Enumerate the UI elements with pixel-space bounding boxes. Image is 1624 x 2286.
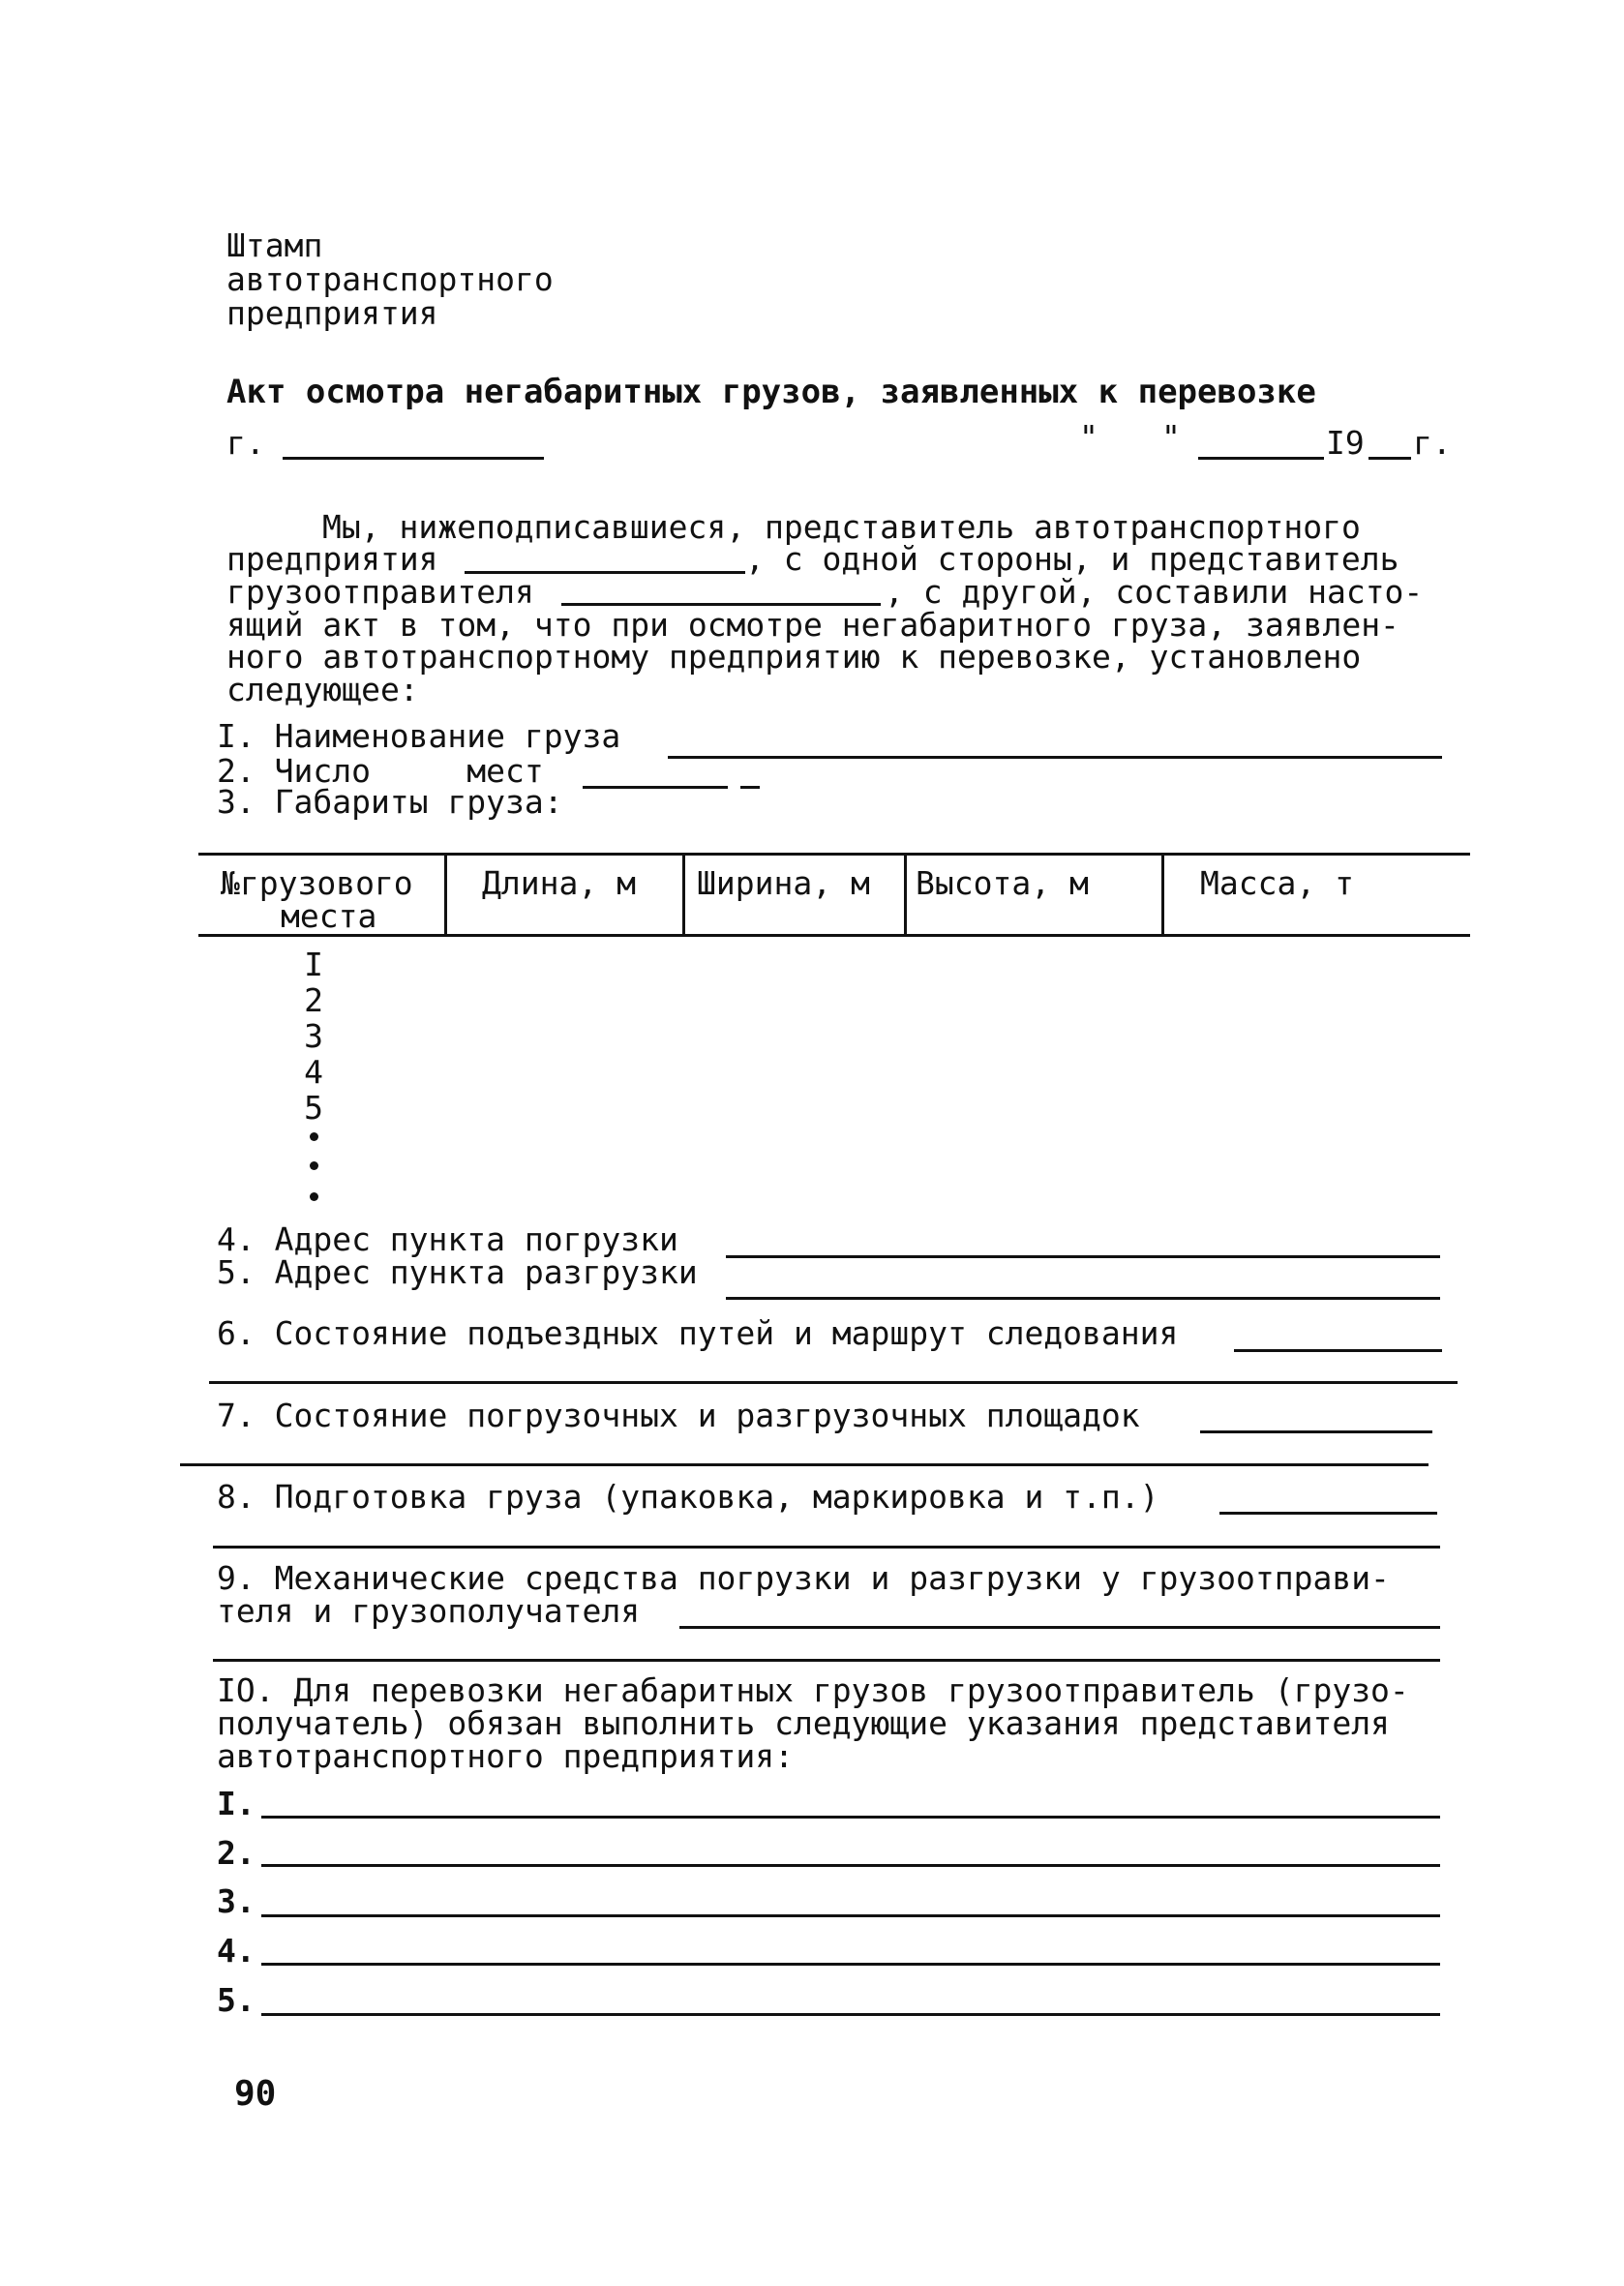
section-mechanical-means-2: теля и грузополучателя bbox=[217, 1592, 641, 1630]
date-year-blank[interactable] bbox=[1368, 457, 1411, 460]
loading-address-blank[interactable] bbox=[726, 1255, 1440, 1258]
stamp-line-1: Штамп bbox=[226, 226, 323, 264]
date-year-prefix: I9 bbox=[1326, 424, 1365, 462]
loading-areas-blank[interactable] bbox=[1200, 1430, 1432, 1433]
instruction-number: 3. bbox=[217, 1882, 256, 1920]
instruction-number: 2. bbox=[217, 1834, 256, 1872]
section-cargo-preparation: 8. Подготовка груза (упаковка, маркировка и т.п.) bbox=[217, 1478, 1159, 1516]
date-month-blank[interactable] bbox=[1198, 457, 1324, 460]
section-mechanical-means: 9. Механические средства погрузки и разгрузки у грузоотправи- bbox=[217, 1559, 1390, 1597]
stamp-line-2: автотранспортного bbox=[226, 260, 554, 298]
section-access-roads: 6. Состояние подъездных путей и маршрут следования bbox=[217, 1314, 1179, 1352]
table-top-rule bbox=[198, 853, 1470, 856]
table-row-number: 3 bbox=[304, 1017, 323, 1055]
intro-line-3b: , с другой, составили насто- bbox=[885, 573, 1424, 611]
intro-line-6: следующее: bbox=[226, 671, 419, 708]
city-blank[interactable] bbox=[283, 457, 544, 460]
table-header-rule bbox=[198, 934, 1470, 937]
table-header-height: Высота, м bbox=[916, 864, 1089, 902]
section-unloading-address: 5. Адрес пункта разгрузки bbox=[217, 1253, 698, 1291]
intro-line-3a: грузоотправителя bbox=[226, 573, 534, 611]
access-roads-blank-2[interactable] bbox=[209, 1381, 1458, 1384]
access-roads-blank[interactable] bbox=[1234, 1349, 1442, 1352]
stamp-line-3: предприятия bbox=[226, 294, 438, 332]
mechanical-means-blank[interactable] bbox=[679, 1626, 1440, 1629]
table-row-number: 4 bbox=[304, 1053, 323, 1091]
table-col-divider-1 bbox=[444, 853, 447, 937]
table-col-divider-2 bbox=[682, 853, 685, 937]
item-cargo-name: I. Наименование груза bbox=[217, 717, 621, 755]
section-loading-areas: 7. Состояние погрузочных и разгрузочных площадок bbox=[217, 1397, 1140, 1434]
instruction-blank[interactable] bbox=[261, 1864, 1440, 1867]
instruction-blank[interactable] bbox=[261, 1914, 1440, 1917]
continuation-dot bbox=[310, 1161, 318, 1170]
table-row-number: 5 bbox=[304, 1089, 323, 1127]
item-places-count: 2. Число мест bbox=[217, 752, 544, 790]
instruction-blank[interactable] bbox=[261, 2013, 1440, 2016]
instruction-blank[interactable] bbox=[261, 1963, 1440, 1966]
unloading-address-blank[interactable] bbox=[726, 1297, 1440, 1300]
table-header-place-no-2: места bbox=[281, 897, 377, 935]
table-col-divider-4 bbox=[1161, 853, 1164, 937]
table-header-place-no: №грузового bbox=[221, 864, 413, 902]
table-row-number: 2 bbox=[304, 981, 323, 1019]
table-header-mass: Масса, т bbox=[1200, 864, 1354, 902]
table-col-divider-3 bbox=[904, 853, 907, 937]
section-loading-address: 4. Адрес пункта погрузки bbox=[217, 1220, 678, 1258]
continuation-dot bbox=[310, 1132, 318, 1141]
date-year-suffix: г. bbox=[1413, 424, 1452, 462]
table-header-width: Ширина, м bbox=[697, 864, 870, 902]
date-quote-close: " bbox=[1161, 418, 1181, 456]
item-dimensions: 3. Габариты груза: bbox=[217, 783, 563, 821]
mechanical-means-blank-2[interactable] bbox=[213, 1659, 1440, 1662]
section-instructions-2: получатель) обязан выполнить следующие указания представителя bbox=[217, 1704, 1390, 1742]
intro-line-4: ящий акт в том, что при осмотре негабаритного груза, заявлен- bbox=[226, 606, 1399, 644]
table-row-number: I bbox=[304, 946, 323, 983]
places-count-dash bbox=[740, 786, 760, 789]
date-quote-open: " bbox=[1079, 418, 1098, 456]
instruction-number: 5. bbox=[217, 1981, 256, 2019]
cargo-name-blank[interactable] bbox=[668, 756, 1442, 759]
table-header-length: Длина, м bbox=[482, 864, 636, 902]
city-prefix: г. bbox=[226, 424, 265, 462]
cargo-preparation-blank-2[interactable] bbox=[213, 1546, 1440, 1549]
loading-areas-blank-2[interactable] bbox=[180, 1463, 1429, 1466]
section-instructions: IO. Для перевозки негабаритных грузов грузоотправитель (грузо- bbox=[217, 1671, 1409, 1709]
instruction-number: I. bbox=[217, 1785, 256, 1822]
page-number: 90 bbox=[234, 2074, 277, 2114]
continuation-dot bbox=[310, 1192, 318, 1201]
instruction-blank[interactable] bbox=[261, 1816, 1440, 1819]
intro-line-2a: предприятия bbox=[226, 540, 438, 578]
intro-line-5: ного автотранспортному предприятию к перевозке, установлено bbox=[226, 638, 1362, 676]
cargo-preparation-blank[interactable] bbox=[1219, 1512, 1437, 1515]
intro-line-1: Мы, нижеподписавшиеся, представитель автотранспортного bbox=[322, 508, 1361, 546]
places-count-blank[interactable] bbox=[583, 786, 728, 789]
section-instructions-3: автотранспортного предприятия: bbox=[217, 1737, 795, 1775]
intro-line-2b: , с одной стороны, и представитель bbox=[745, 540, 1399, 578]
document-title: Акт осмотра негабаритных грузов, заявленных к перевозке bbox=[226, 373, 1316, 411]
instruction-number: 4. bbox=[217, 1932, 256, 1970]
